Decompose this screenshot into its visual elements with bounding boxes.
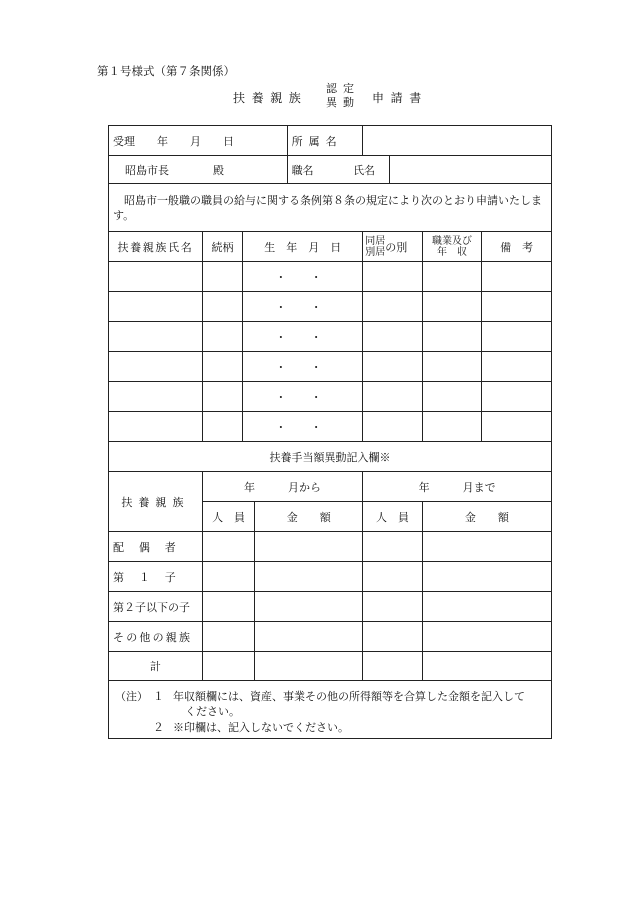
job-income-cell[interactable] [422,412,482,442]
dependent-row [109,292,552,322]
received-date-field[interactable]: 受理 年 月 日 [109,126,288,156]
relation-cell[interactable] [202,412,242,442]
birth-date-cell[interactable]: ・・ [243,382,363,412]
relation-cell[interactable] [202,262,242,292]
title-option-certify: 認定 [326,82,361,95]
cohabit-cell[interactable] [363,412,423,442]
job-income-cell[interactable] [422,262,482,292]
application-form-table [108,125,552,681]
allowance-row [109,592,552,622]
amount-from-cell[interactable] [255,562,363,592]
count-to-cell[interactable] [363,622,423,652]
header-notes: 備 考 [482,232,552,262]
count-from-cell[interactable] [202,562,254,592]
amount-from-cell[interactable] [255,622,363,652]
period-to: 年 月まで [363,472,552,502]
notes-cell[interactable] [482,352,552,382]
allowance-row [109,532,552,562]
allowance-row-label: その他の親族 [109,622,203,652]
allowance-section-title: 扶養手当額異動記入欄※ [109,442,552,472]
cohabit-distinction: の別 [385,240,408,254]
birth-date-cell[interactable]: ・・ [243,412,363,442]
notes-cell[interactable] [482,412,552,442]
department-label: 所属名 [287,126,363,156]
income-label: 年 収 [437,246,468,258]
cohabit-cell[interactable] [363,292,423,322]
note-1-continued: ください。 [185,705,240,718]
allowance-row [109,562,552,592]
amount-label-to: 金 額 [422,502,551,532]
dependent-name-cell[interactable] [109,322,203,352]
birth-date-cell[interactable]: ・・ [243,322,363,352]
allowance-row-label: 第１子 [109,562,203,592]
name-value[interactable] [390,156,552,184]
cohabit-cell[interactable] [363,322,423,352]
count-from-cell[interactable] [202,622,254,652]
count-to-cell[interactable] [363,652,423,681]
header-relation: 続柄 [202,232,242,262]
job-income-cell[interactable] [422,352,482,382]
count-from-cell[interactable] [202,592,254,622]
count-to-cell[interactable] [363,562,423,592]
count-from-cell[interactable] [202,532,254,562]
note-1-text: 年収額欄には、資産、事業その他の所得額等を合算した金額を記入して [173,690,525,703]
allowance-total-row [109,652,552,681]
cohabit-separate: 別居 [365,246,386,258]
form-number: 第１号様式（第７条関係） [97,64,235,78]
addressee: 昭島市長 殿 [109,156,288,184]
birth-date-cell[interactable]: ・・ [243,262,363,292]
period-from: 年 月から [202,472,362,502]
position-label: 職名 [291,163,314,177]
amount-to-cell[interactable] [422,592,551,622]
count-to-cell[interactable] [363,592,423,622]
title-prefix: 扶養親族 [233,91,308,105]
amount-to-cell[interactable] [422,652,551,681]
amount-to-cell[interactable] [422,622,551,652]
dependent-row [109,322,552,352]
allowance-row-header: 扶養親族 [109,472,203,532]
birth-date-cell[interactable]: ・・ [243,352,363,382]
header-dependent-name: 扶養親族氏名 [109,232,203,262]
notes-cell[interactable] [482,262,552,292]
amount-label-from: 金 額 [255,502,363,532]
statement: 昭島市一般職の職員の給与に関する条例第８条の規定により次のとおり申請いたします。 [109,184,552,232]
cohabit-cell[interactable] [363,352,423,382]
dependent-row [109,382,552,412]
dependent-name-cell[interactable] [109,292,203,322]
job-income-cell[interactable] [422,382,482,412]
header-cohabit [363,232,423,262]
notes-cell[interactable] [482,382,552,412]
relation-cell[interactable] [202,352,242,382]
job-income-cell[interactable] [422,322,482,352]
birth-date-cell[interactable]: ・・ [243,292,363,322]
notes-box [108,679,552,739]
dependent-name-cell[interactable] [109,352,203,382]
note-prefix: （注） [115,690,148,703]
relation-cell[interactable] [202,322,242,352]
job-income-cell[interactable] [422,292,482,322]
dependent-row [109,412,552,442]
note-2-text: ※印欄は、記入しないでください。 [173,721,349,734]
dependent-row [109,262,552,292]
relation-cell[interactable] [202,292,242,322]
count-label-from: 人 員 [202,502,254,532]
department-value[interactable] [363,126,552,156]
relation-cell[interactable] [202,382,242,412]
name-label: 氏名 [353,163,376,177]
count-to-cell[interactable] [363,532,423,562]
title-option-change: 異動 [326,96,361,109]
amount-from-cell[interactable] [255,652,363,681]
cohabit-cell[interactable] [363,382,423,412]
dependent-name-cell[interactable] [109,412,203,442]
form-title [0,82,630,112]
allowance-row-label: 配偶者 [109,532,203,562]
dependent-name-cell[interactable] [109,382,203,412]
note-2-number: ２ [153,721,164,734]
count-label-to: 人 員 [363,502,423,532]
count-from-cell[interactable] [202,652,254,681]
allowance-row [109,622,552,652]
dependent-name-cell[interactable] [109,262,203,292]
amount-from-cell[interactable] [255,532,363,562]
amount-to-cell[interactable] [422,532,551,562]
cohabit-cell[interactable] [363,262,423,292]
allowance-total-label: 計 [109,652,203,681]
notes-cell[interactable] [482,322,552,352]
note-1-number: １ [153,690,164,703]
job-label: 職業及び [432,235,473,247]
dependent-row [109,352,552,382]
amount-from-cell[interactable] [255,592,363,622]
cohabit-same: 同居 [365,235,386,247]
title-suffix: 申請書 [372,91,428,105]
allowance-row-label: 第２子以下の子 [109,592,203,622]
header-job-income [422,232,482,262]
position-field[interactable] [287,156,390,184]
notes-cell[interactable] [482,292,552,322]
header-birth-date: 生 年 月 日 [243,232,363,262]
amount-to-cell[interactable] [422,562,551,592]
